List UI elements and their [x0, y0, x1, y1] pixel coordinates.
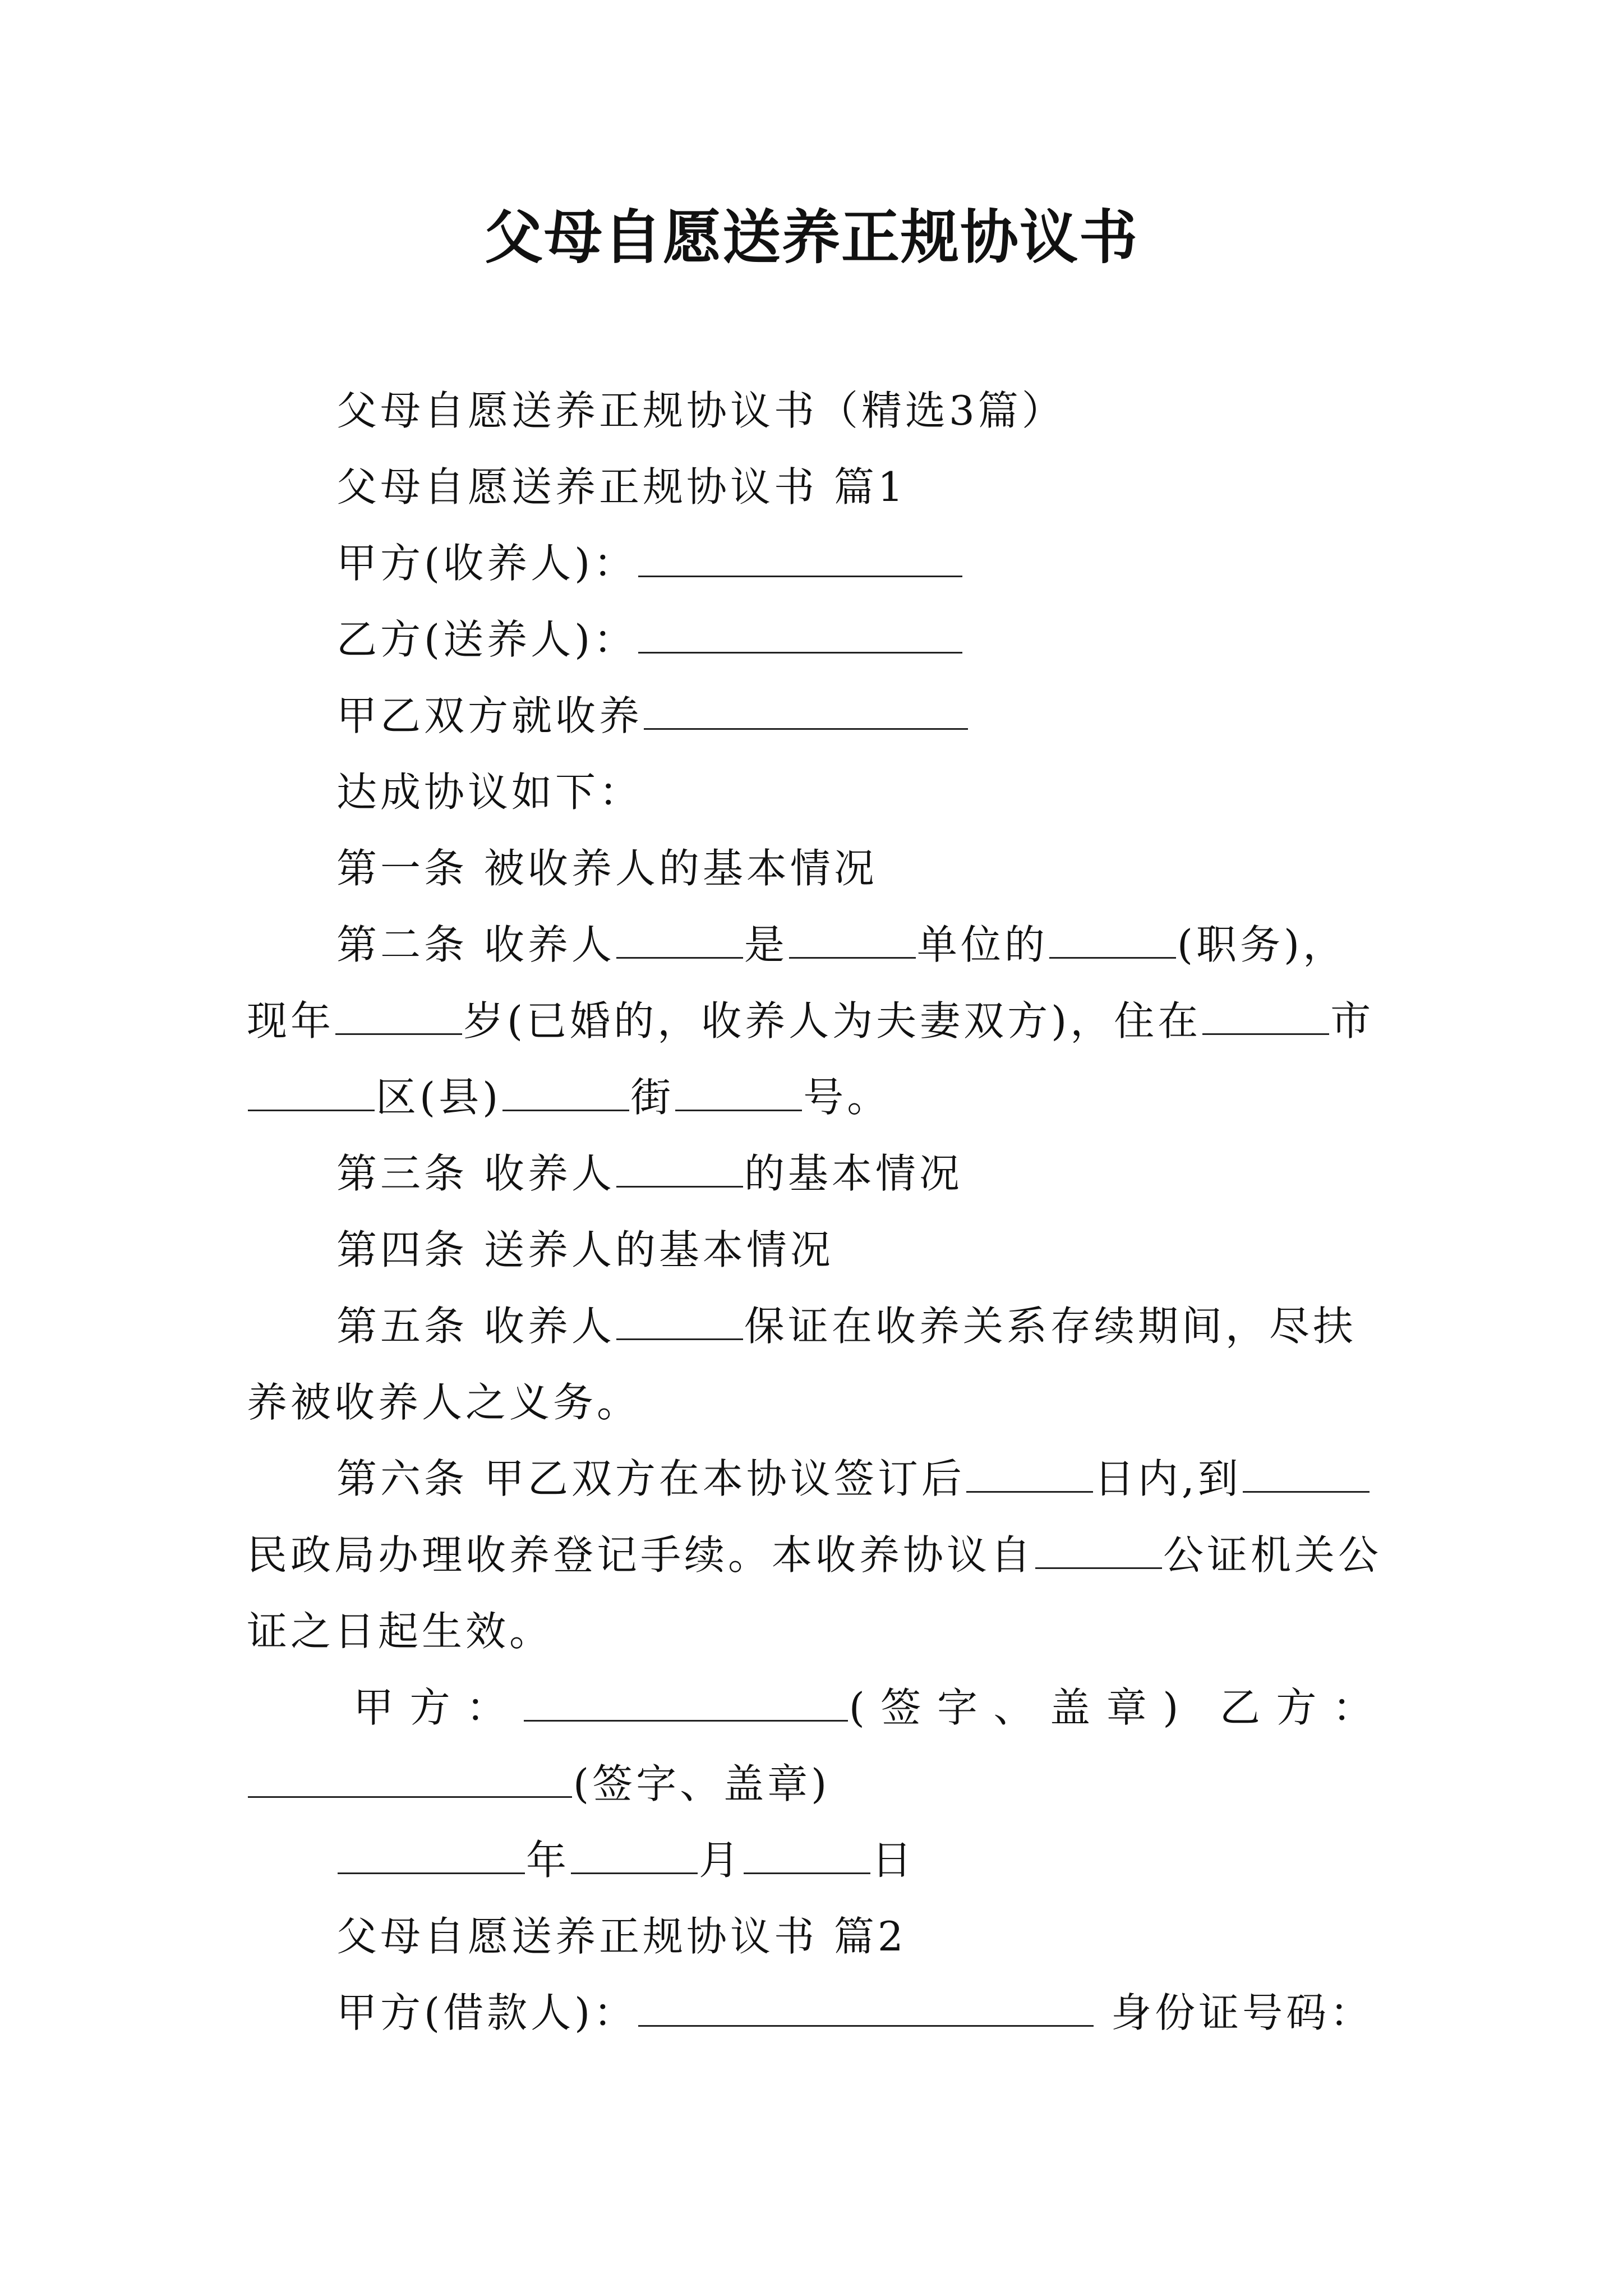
party-a-label: 甲方(收养人)：: [336, 540, 638, 587]
signature-party-b-label: (签字、盖章) 乙方：: [849, 1684, 1385, 1731]
blank-line: [616, 1305, 743, 1340]
article-6-text: 第六条 甲乙双方在本协议签订后: [336, 1455, 965, 1502]
date-day-label: 日: [872, 1837, 916, 1884]
id-number-label: 身份证号码：: [1111, 1989, 1374, 2036]
signature-seal-label: (签字、盖章): [573, 1760, 831, 1807]
article-3-text: 第三条 收养人: [336, 1150, 615, 1197]
article-2-text: 市: [1330, 997, 1375, 1045]
article-2-text: 是: [744, 921, 788, 968]
article-3: [247, 1135, 1385, 1212]
blank-line: [744, 1839, 870, 1874]
section-heading-2: 父母自愿送养正规协议书 篇2: [336, 1913, 907, 1960]
article-2-text: (职务)，现年: [247, 921, 1347, 1045]
date-month-label: 月: [699, 1837, 743, 1884]
article-2-text: 第二条 收养人: [336, 921, 615, 968]
document-title: 父母自愿送养正规协议书: [484, 203, 1138, 272]
agreement-intro: 达成协议如下：: [336, 769, 643, 816]
article-6-text: 日内,到: [1094, 1455, 1242, 1502]
article-6-text: 公证机关公证之日起生效。: [247, 1531, 1382, 1655]
blank-line: [502, 1076, 629, 1111]
blank-line: [616, 1152, 743, 1188]
date-line: [247, 1822, 1385, 1898]
section-heading-1: 父母自愿送养正规协议书 篇1: [336, 463, 907, 510]
adoption-subject-line: [247, 678, 1385, 754]
article-2-text: 岁(已婚的，收养人为夫妻双方)，住在: [463, 997, 1202, 1045]
article-5: [247, 1288, 1385, 1441]
blank-line: [248, 1763, 572, 1798]
subtitle-paragraph: 父母自愿送养正规协议书（精选3篇）: [336, 387, 1066, 434]
blank-line: [638, 618, 962, 654]
adoption-subject-label: 甲乙双方就收养: [336, 692, 643, 739]
blank-line: [644, 694, 968, 730]
article-2-text: 单位的: [916, 921, 1048, 968]
signature-line: [247, 1669, 1385, 1822]
party-b-label: 乙方(送养人)：: [336, 616, 638, 663]
article-1: 第一条 被收养人的基本情况: [336, 845, 878, 892]
blank-line: [638, 542, 962, 577]
blank-line: [571, 1839, 698, 1874]
signature-party-a-label: 甲方：: [353, 1684, 523, 1731]
borrower-line: [247, 1975, 1385, 2051]
article-6-text: 民政局办理收养登记手续。本收养协议自: [247, 1531, 1035, 1579]
blank-line: [248, 1076, 375, 1111]
article-3-text: 的基本情况: [744, 1150, 963, 1197]
article-2-text: 街: [630, 1074, 675, 1121]
blank-line: [789, 923, 916, 959]
blank-line: [616, 923, 743, 959]
blank-line: [524, 1686, 848, 1722]
article-2: [247, 907, 1385, 1135]
blank-line: [638, 1991, 1094, 2027]
document-body: [247, 372, 1385, 2051]
date-year-label: 年: [526, 1837, 570, 1884]
blank-line: [1049, 923, 1176, 959]
blank-line: [1243, 1457, 1370, 1493]
blank-line: [335, 1000, 462, 1035]
article-5-text: 保证在收养关系存续期间，尽扶养被收养人之义务。: [247, 1303, 1357, 1426]
article-2-text: 号。: [803, 1074, 891, 1121]
blank-line: [338, 1839, 525, 1874]
article-4: 第四条 送养人的基本情况: [336, 1226, 834, 1273]
party-a-line: [247, 525, 1385, 601]
blank-line: [966, 1457, 1093, 1493]
party-b-line: [247, 601, 1385, 678]
blank-line: [1035, 1534, 1162, 1569]
blank-line: [675, 1076, 802, 1111]
article-5-text: 第五条 收养人: [336, 1303, 615, 1350]
article-6: [247, 1441, 1385, 1669]
article-2-text: 区(县): [376, 1074, 502, 1121]
blank-line: [1202, 1000, 1329, 1035]
borrower-label: 甲方(借款人)：: [336, 1989, 638, 2036]
